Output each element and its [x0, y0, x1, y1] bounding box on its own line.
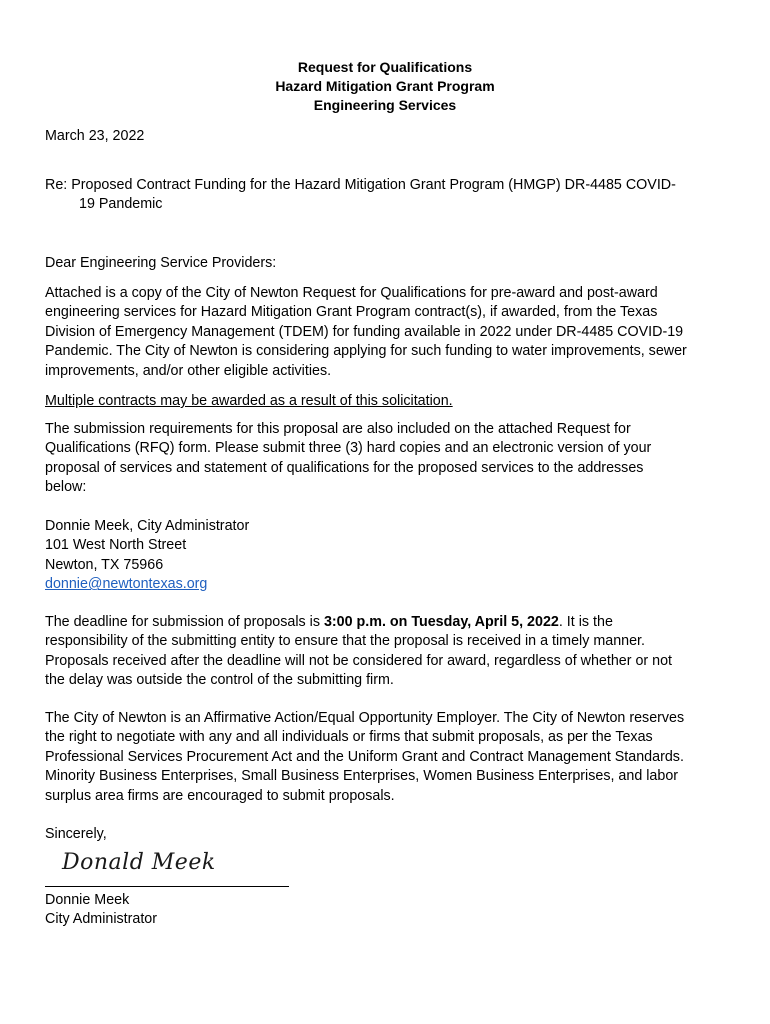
paragraph-line: The submission requirements for this proposal are also included on the attached Request for: [45, 421, 631, 437]
paragraph-deadline: [45, 613, 730, 691]
email-link[interactable]: donnie@newtontexas.org: [45, 576, 208, 593]
paragraph-line: the right to negotiate with any and all individuals or firms that submit proposals, as per the Texas: [45, 729, 653, 746]
paragraph-line: Pandemic. The City of Newton is considering applying for such funding to water improvements, sewer: [45, 343, 687, 360]
address-street: 101 West North Street: [45, 537, 187, 554]
paragraph-line: responsibility of the submitting entity to ensure that the proposal is received in a timely manner.: [45, 633, 645, 650]
subject-line-1: Re: Proposed Contract Funding for the Hazard Mitigation Grant Program (HMGP) DR-4485 COVID-: [45, 177, 676, 193]
paragraph-line: Attached is a copy of the City of Newton Request for Qualifications for pre-award and post-award: [45, 285, 658, 301]
deadline-date: 3:00 p.m. on Tuesday, April 5, 2022: [323, 614, 559, 630]
paragraph-line: Minority Business Enterprises, Small Business Enterprises, Women Business Enterprises, and labor: [45, 768, 679, 785]
signer-name: Donnie Meek: [45, 892, 130, 908]
paragraph-line: surplus area firms are encouraged to submit proposals.: [45, 787, 395, 804]
paragraph-eeo: [45, 709, 730, 806]
paragraph-submission: [45, 420, 730, 498]
signer-title: City Administrator: [45, 911, 158, 928]
paragraph-line: Proposals received after the deadline will not be considered for award, regardless of whether or not: [45, 652, 673, 669]
signer-block: [45, 891, 730, 930]
letter-header: [0, 58, 770, 115]
header-line-3: Engineering Services: [313, 97, 457, 113]
deadline-lead: The deadline for submission of proposals is: [45, 614, 324, 630]
salutation: Dear Engineering Service Providers:: [45, 255, 277, 271]
paragraph-line: Professional Services Procurement Act and the Uniform Grant and Contract Management Standards.: [45, 748, 684, 765]
header-line-2: Hazard Mitigation Grant Program: [275, 78, 495, 94]
deadline-tail: . It is the: [558, 614, 613, 630]
handwritten-signature: Donald Meek: [62, 850, 216, 875]
paragraph-line: the delay was outside the control of the submitting firm.: [45, 672, 394, 689]
multiple-contracts-text: Multiple contracts may be awarded as a result of this solicitation.: [45, 393, 453, 409]
paragraph-line: improvements, and/or other eligible activities.: [45, 362, 332, 379]
subject-line-2: 19 Pandemic: [79, 196, 163, 213]
multiple-contracts-note: [45, 392, 730, 411]
address-city: Newton, TX 75966: [45, 556, 164, 573]
closing: Sincerely,: [45, 826, 107, 842]
paragraph-line: engineering services for Hazard Mitigation Grant Program contract(s), if awarded, from the Texas: [45, 304, 658, 321]
paragraph-line: below:: [45, 479, 87, 496]
paragraph-line: Division of Emergency Management (TDEM) for funding available in 2022 under DR-4485 COVID-19: [45, 323, 684, 340]
letter-date: March 23, 2022: [45, 128, 145, 144]
address-name: Donnie Meek, City Administrator: [45, 518, 250, 534]
paragraph-line: Qualifications (RFQ) form. Please submit three (3) hard copies and an electronic version of your: [45, 440, 652, 457]
paragraph-line: [45, 613, 730, 632]
mailing-address: [45, 517, 730, 595]
signature-line: [45, 886, 289, 887]
subject-line: [45, 176, 730, 215]
paragraph-line: proposal of services and statement of qualifications for the proposed services to the addresses: [45, 459, 644, 476]
header-line-1: Request for Qualifications: [297, 59, 473, 75]
paragraph-line: The City of Newton is an Affirmative Action/Equal Opportunity Employer. The City of Newton reserves: [45, 710, 685, 726]
paragraph-intro: [45, 284, 730, 381]
